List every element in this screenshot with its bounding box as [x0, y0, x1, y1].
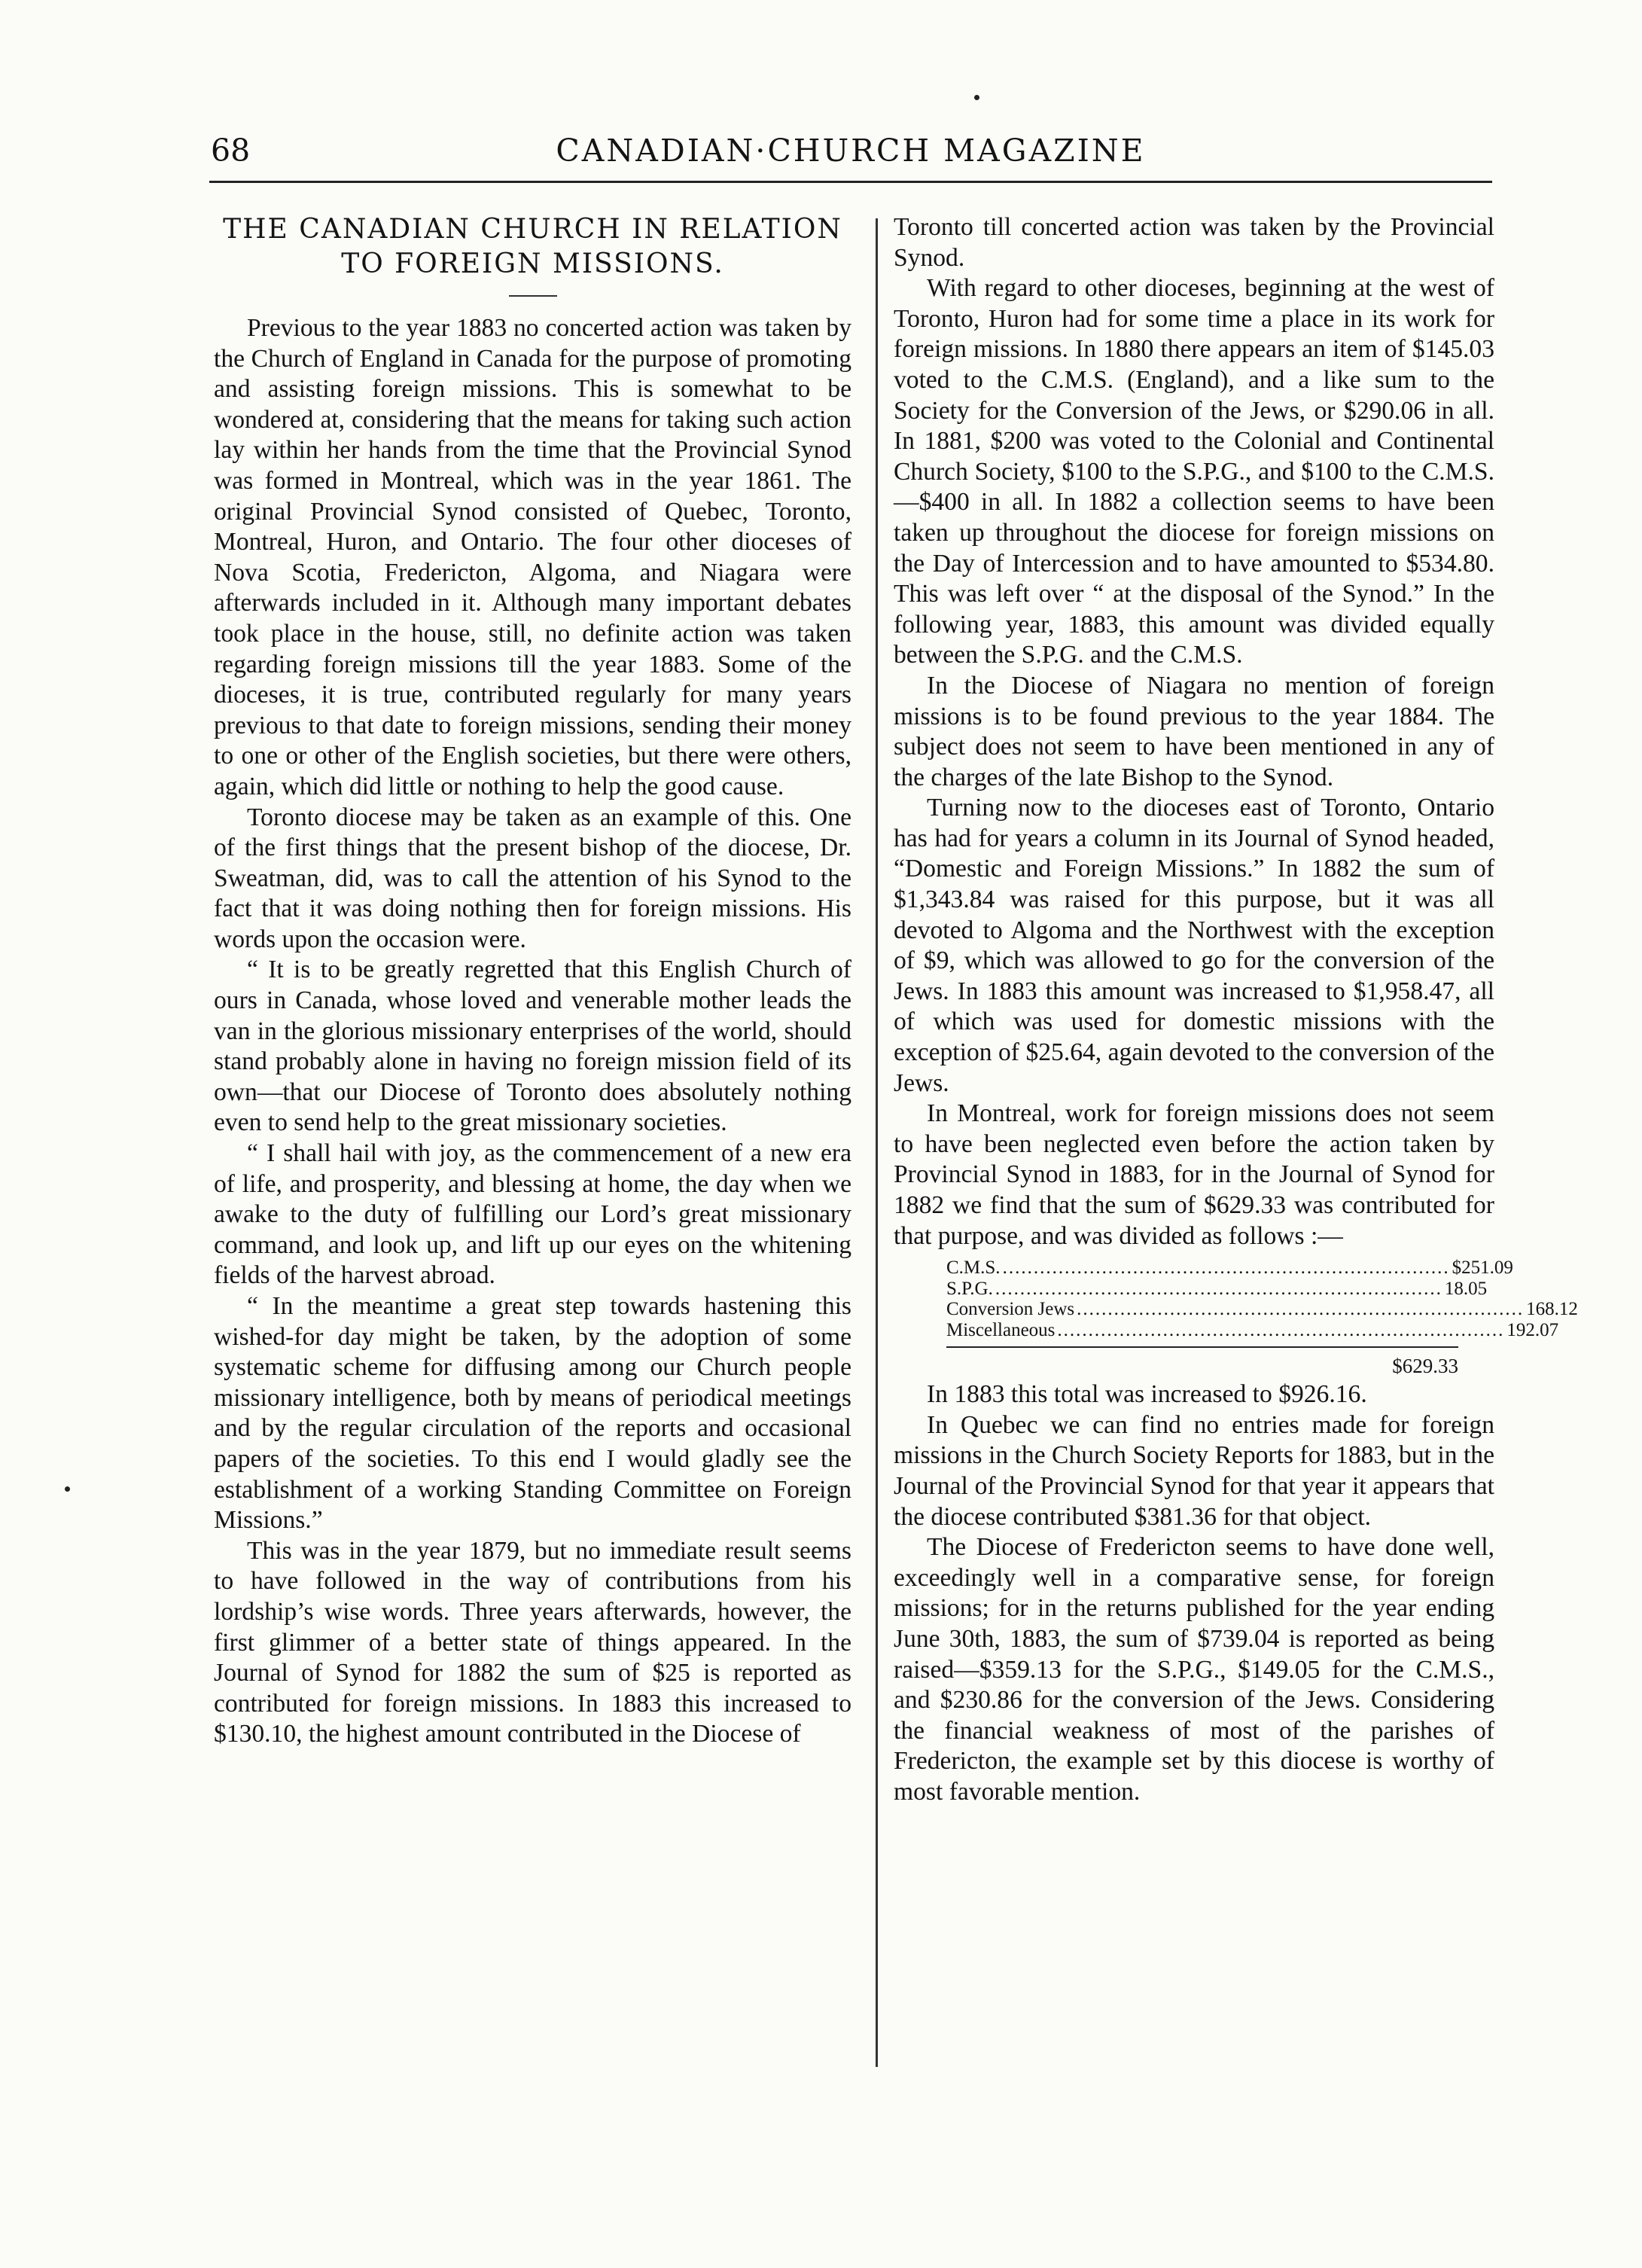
ledger-label: S.P.G. [946, 1278, 993, 1299]
paragraph: Toronto diocese may be taken as an example of this. One of the first things that the present bishop of the diocese, Dr. Sweatman, did, was to call the attention of his Synod to the fact that it was doing nothing then for foreign missions. His words upon the occasion were. [214, 803, 851, 953]
paragraph: Previous to the year 1883 no concerted action was taken by the Church of England in Canada for the purpose of promoting and assisting foreign missions. This is somewhat to be wondered at, considering that the means for taking such action lay within her hands from the time that the Provincial Synod was formed in Montreal, which was in the year 1861. The original Provincial Synod consisted of Quebec, Toronto, Montreal, Huron, and Ontario. The four other dioceses of Nova Scotia, Fredericton, Algoma, and Niagara were afterwards included in it. Although many important debates took place in the house, still, no definite action was taken regarding foreign missions till the year 1883. Some of the dioceses, it is true, contributed regularly for many years previous to that date to foreign missions, sending their money to one or other of the English societies, but there were others, again, which did little or nothing to help the good cause. [214, 314, 851, 800]
paragraph: In Montreal, work for foreign missions does not seem to have been neglected even before the action taken by Provincial Synod in 1883, for in the Journal of Synod for 1882 we find that the sum of $629.33 was contributed for that purpose, and was divided as follows :— [894, 1099, 1494, 1250]
paragraph: The Diocese of Fredericton seems to have done well, exceedingly well in a comparative sense, for foreign missions; for in the returns published for the year ending June 30th, 1883, the sum of $739.04 is reported as being raised—$359.13 for the S.P.G., $149.05 for the C.M.S., and $230.86 for the conversion of the Jews. Considering the financial weakness of most of the parishes of Fredericton, the example set by this diocese is worthy of most favorable mention. [894, 1533, 1494, 1806]
leader-dots: ........................................................................ [1077, 1299, 1525, 1320]
ledger-sum-rule [946, 1346, 1458, 1348]
paragraph-continued: Toronto till concerted action was taken by the Provincial Synod. [894, 213, 1494, 272]
montreal-contributions-table [946, 1257, 1578, 1379]
quote-paragraph: “ In the meantime a great step towards hastening this wished-for day might be taken, by the adoption of some systematic scheme for diffusing among our Church people missionary intelligence, both by means of periodical meetings and by the regular circulation of the reports and occasional papers of the societies. To this end I would gladly see the establishment of a working Standing Committee on Foreign Missions.” [214, 1292, 851, 1535]
paragraph: In the Diocese of Niagara no mention of foreign missions is to be found previous to the year 1884. The subject does not seem to have been mentioned in any of the charges of the late Bishop to the Synod. [894, 671, 1494, 791]
page-number: 68 [211, 133, 251, 169]
ledger-amount: 18.05 [1444, 1278, 1488, 1299]
quote-paragraph: “ I shall hail with joy, as the commencement of a new era of life, and prosperity, and blessing at home, the day when we awake to the duty of fulfilling our Lord’s great missionary command, and look up, and lift up our eyes on the whitening fields of the harvest abroad. [214, 1139, 851, 1290]
quote-paragraph: “ It is to be greatly regretted that this English Church of ours in Canada, whose loved and venerable mother leads the van in the glorious missionary enterprises of the world, should stand probably alone in having no foreign mission field of its own—that our Diocese of Toronto does absolutely nothing even to send help to the great missionary societies. [214, 956, 851, 1137]
paragraph: This was in the year 1879, but no immediate result seems to have followed in the way of contributions from his lordship’s wise words. Three years afterwards, however, the first glimmer of a better state of things appeared. In the Journal of Synod for 1882 the sum of $25 is reported as contributed for foreign missions. In 1883 this increased to $130.10, the highest amount contributed in the Diocese of [214, 1536, 851, 1748]
leader-dots: ........................................................................ [995, 1278, 1442, 1299]
ledger-row [946, 1299, 1578, 1320]
print-speck-left-margin [65, 1486, 70, 1492]
left-column [214, 212, 851, 1750]
right-column [894, 212, 1578, 1808]
paragraph: In Quebec we can find no entries made for foreign missions in the Church Society Reports for 1883, but in the Journal of the Provincial Synod for that year it appears that the diocese contributed $381.36 for that object. [894, 1410, 1494, 1531]
ledger-amount: $251.09 [1452, 1257, 1513, 1279]
ledger-label: C.M.S. [946, 1257, 1001, 1279]
ledger-row [946, 1319, 1559, 1341]
column-divider [876, 218, 878, 2067]
ledger-total: $629.33 [1392, 1355, 1458, 1378]
ledger-row [946, 1257, 1513, 1279]
ledger-label: Miscellaneous [946, 1319, 1056, 1340]
print-speck-top [974, 95, 979, 100]
title-rule [509, 295, 557, 297]
ledger-amount: 192.07 [1506, 1319, 1559, 1340]
paragraph: Turning now to the dioceses east of Toronto, Ontario has had for years a column in its Journal of Synod headed, “Domestic and Foreign Missions.” In 1882 the sum of $1,343.84 was raised for this purpose, but it was all devoted to Algoma and the Northwest with the exception of $9, which was allowed to go for the conversion of the Jews. In 1883 this amount was increased to $1,958.47, all of which was used for domestic missions with the exception of $25.64, again devoted to the conversion of the Jews. [894, 794, 1494, 1097]
page-header [211, 130, 1491, 175]
running-title: CANADIAN·CHURCH MAGAZINE [556, 133, 1146, 169]
ledger-amount: 168.12 [1526, 1299, 1578, 1320]
header-rule [209, 181, 1492, 183]
leader-dots: ........................................................................ [1057, 1319, 1505, 1340]
paragraph: In 1883 this total was increased to $926.16. [927, 1380, 1367, 1409]
ledger-row [946, 1278, 1488, 1300]
ledger-label: Conversion Jews [946, 1299, 1075, 1320]
leader-dots: ........................................................................ [1002, 1257, 1450, 1279]
paragraph: With regard to other dioceses, beginning at the west of Toronto, Huron had for some time a place in its work for foreign missions. In 1880 there appears an item of $145.03 voted to the C.M.S. (England), and a like sum to the Society for the Conversion of the Jews, or $290.06 in all. In 1881, $200 was voted to the Colonial and Continental Church Society, $100 to the S.P.G., and $100 to the C.M.S.—$400 in all. In 1882 a collection seems to have been taken up throughout the diocese for foreign missions on the Day of Intercession and to have amounted to $534.80. This was left over “ at the disposal of the Synod.” In the following year, 1883, this amount was divided equally between the S.P.G. and the C.M.S. [894, 274, 1494, 669]
article-title: THE CANADIAN CHURCH IN RELATION TO FOREIGN MISSIONS. [223, 214, 842, 279]
